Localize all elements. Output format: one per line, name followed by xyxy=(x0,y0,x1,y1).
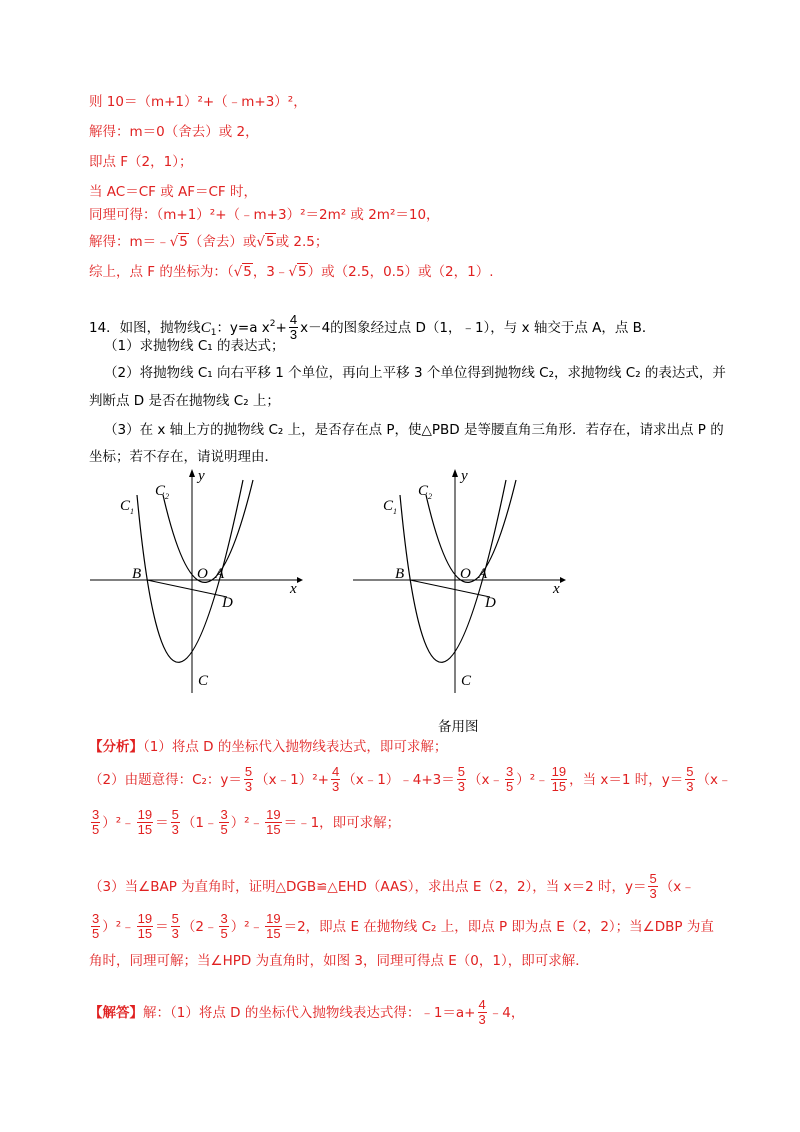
text: ，当 x＝1 时，y＝ xyxy=(569,771,684,788)
numerator: 3 xyxy=(220,911,228,926)
fraction xyxy=(648,872,657,902)
numerator: 3 xyxy=(506,764,514,779)
numerator: 19 xyxy=(551,764,567,779)
fraction xyxy=(219,808,228,838)
point-c-label: C xyxy=(198,673,209,689)
numerator: 4 xyxy=(331,764,340,779)
exponent: 2 xyxy=(269,318,276,329)
text: （x﹣1）﹣4+3＝ xyxy=(342,771,455,788)
point-a-label: A xyxy=(478,566,488,582)
question-14-part-2a: （2）将抛物线 C₁ 向右平移 1 个单位，再向上平移 3 个单位得到抛物线 C₂，求抛物线 C₂ 的表达式，并 xyxy=(104,365,726,381)
analysis-line-3 xyxy=(89,808,400,838)
denominator: 3 xyxy=(331,779,340,795)
numerator: 5 xyxy=(171,807,179,822)
parabola-graph-svg-backup xyxy=(348,465,573,695)
text: ﹣4， xyxy=(488,1004,525,1021)
text: ＝﹣1，即可求解； xyxy=(283,814,401,831)
fraction xyxy=(457,765,466,795)
text: （2﹣ xyxy=(181,918,218,935)
numerator: 5 xyxy=(686,764,694,779)
sqrt-expression: √5 xyxy=(169,234,188,250)
denominator: 3 xyxy=(686,779,694,795)
figure-caption: 备用图 xyxy=(438,719,479,735)
text: ）或（2.5，0.5）或（2，1）. xyxy=(307,264,494,280)
equation-part: ：y=a x xyxy=(216,319,270,336)
text: （x﹣ xyxy=(468,771,504,788)
numerator: 5 xyxy=(457,764,466,779)
sqrt-expression: √5 xyxy=(288,264,307,280)
question-14-part-2b: 判断点 D 是否在抛物线 C₂ 上； xyxy=(89,393,280,409)
sqrt-expression: √5 xyxy=(233,264,252,280)
radicand: 5 xyxy=(265,234,275,250)
x-axis-arrow xyxy=(560,577,566,583)
text: 解：（1）将点 D 的坐标代入抛物线表达式得：﹣1＝a+ xyxy=(143,1004,476,1021)
solution-line-2: 解得：m＝0（舍去）或 2， xyxy=(89,124,259,140)
radicand: 5 xyxy=(243,264,252,280)
denominator: 3 xyxy=(171,926,179,942)
parabola-figure-1 xyxy=(85,465,310,699)
c2-label: $C_2$ xyxy=(155,483,170,501)
y-axis-arrow xyxy=(452,469,458,477)
point-c-label: C xyxy=(461,673,472,689)
c1-label: $C_1$ xyxy=(120,498,135,516)
question-14-stem: 14．如图，抛物线$C_1$：y=a $x^2+$ $\frac{4}{3}$ x－4的图象经过点 D（1，﹣1），与 x 轴交于点 A，点 B． xyxy=(89,312,656,343)
text: （舍去）或 xyxy=(188,234,257,250)
point-o-label: O xyxy=(197,566,208,582)
fraction xyxy=(551,765,567,795)
text: 的图象经过点 D（1，﹣1），与 x 轴交于点 A，点 B． xyxy=(330,319,656,336)
equation-part: x－4 xyxy=(300,319,331,336)
denominator: 3 xyxy=(289,327,298,343)
analysis-line-6: 角时，同理可解；当∠HPD 为直角时，如图 3，同理可得点 E（0，1），即可求解． xyxy=(89,953,589,969)
numerator: 19 xyxy=(137,911,153,926)
text: ，3﹣ xyxy=(252,264,289,280)
numerator: 5 xyxy=(649,871,657,886)
analysis-line-2 xyxy=(89,765,732,795)
fraction xyxy=(171,912,180,942)
numerator: 19 xyxy=(266,911,281,926)
numerator: 19 xyxy=(266,807,281,822)
text: （x﹣ xyxy=(696,771,732,788)
fraction xyxy=(171,808,180,838)
solution-line-7 xyxy=(89,266,494,280)
denominator: 3 xyxy=(649,886,657,902)
y-axis-label: y xyxy=(198,468,205,484)
fraction xyxy=(91,808,100,838)
denominator: 15 xyxy=(551,779,567,795)
y-axis-label: y xyxy=(461,468,468,484)
solution-line-5: 同理可得：（m+1）²+（﹣m+3）²＝2m² 或 2m²＝10， xyxy=(89,207,440,223)
text: ＝ xyxy=(155,918,169,935)
numerator: 4 xyxy=(478,997,486,1012)
fraction xyxy=(137,808,153,838)
text: （1﹣ xyxy=(181,814,218,831)
fraction xyxy=(137,912,153,942)
question-14-part-3a: （3）在 x 轴上方的抛物线 C₂ 上，是否存在点 P，使△PBD 是等腰直角三角形．若存在，请求出点 P 的 xyxy=(104,422,724,438)
text: （x﹣ xyxy=(659,878,695,895)
text: ）²﹣ xyxy=(102,814,135,831)
denominator: 3 xyxy=(478,1012,486,1028)
x-axis-label: x xyxy=(553,581,560,597)
y-axis-arrow xyxy=(189,469,195,477)
denominator: 3 xyxy=(244,779,253,795)
fraction xyxy=(265,808,281,838)
denominator: 15 xyxy=(137,926,153,942)
denominator: 5 xyxy=(220,822,228,838)
fraction xyxy=(91,912,100,942)
numerator: 3 xyxy=(92,807,100,822)
text: 解得：m＝﹣ xyxy=(89,234,170,250)
text: ）²﹣ xyxy=(516,771,549,788)
solution-line-3: 即点 F（2，1）； xyxy=(89,154,193,170)
denominator: 5 xyxy=(220,926,228,942)
fraction xyxy=(244,765,253,795)
analysis-tag: 【分析】 xyxy=(89,739,143,755)
point-b-label: B xyxy=(395,566,405,582)
numerator: 3 xyxy=(220,807,228,822)
segment-bd xyxy=(410,580,490,597)
text: 综上，点 F 的坐标为：（ xyxy=(89,264,234,280)
c1-label: $C_1$ xyxy=(383,498,398,516)
fraction xyxy=(289,313,298,343)
segment-bd xyxy=(147,580,227,597)
analysis-line-4 xyxy=(89,872,695,902)
answer-line-1 xyxy=(89,998,524,1028)
numerator: 4 xyxy=(289,312,298,327)
radicand: 5 xyxy=(298,264,307,280)
numerator: 3 xyxy=(92,911,100,926)
curve-subscript: 1 xyxy=(210,327,217,338)
analysis-line-1 xyxy=(89,741,447,755)
parabola-figure-2 xyxy=(348,465,573,699)
text: （3）当∠BAP 为直角时，证明△DGB≌△EHD（AAS），求出点 E（2，2），当 x＝2 时，y＝ xyxy=(89,878,647,895)
point-d-label: D xyxy=(222,595,233,611)
solution-line-4: 当 AC＝CF 或 AF＝CF 时， xyxy=(89,184,257,200)
numerator: 5 xyxy=(244,764,253,779)
text: ）²﹣ xyxy=(230,918,264,935)
text: 或 2.5； xyxy=(275,234,329,250)
fraction xyxy=(478,998,487,1028)
fraction xyxy=(685,765,694,795)
question-14-part-1: （1）求抛物线 C₁ 的表达式； xyxy=(104,338,285,354)
text: （x﹣1）²+ xyxy=(255,771,329,788)
denominator: 3 xyxy=(457,779,466,795)
solution-line-1: 则 10＝（m+1）²+（﹣m+3）²， xyxy=(89,94,307,110)
text: ）²﹣ xyxy=(230,814,264,831)
radicand: 5 xyxy=(179,234,188,250)
point-o-label: O xyxy=(460,566,471,582)
fraction xyxy=(265,912,281,942)
numerator: 5 xyxy=(171,911,179,926)
text: ＝2，即点 E 在抛物线 C₂ 上，即点 P 即为点 E（2，2）；当∠DBP 为直 xyxy=(283,918,714,935)
point-a-label: A xyxy=(215,566,225,582)
denominator: 15 xyxy=(137,822,153,838)
text: （2）由题意得：C₂：y＝ xyxy=(89,771,242,788)
question-number: 14．如图，抛物线 xyxy=(89,319,201,336)
fraction xyxy=(219,912,228,942)
c2-label: $C_2$ xyxy=(418,483,433,501)
denominator: 15 xyxy=(266,926,281,942)
answer-tag: 【解答】 xyxy=(89,1004,143,1021)
question-14-part-3b: 坐标；若不存在，请说明理由． xyxy=(89,449,278,465)
numerator: 19 xyxy=(137,807,153,822)
point-d-label: D xyxy=(485,595,496,611)
text: ＝ xyxy=(155,814,169,831)
denominator: 15 xyxy=(266,822,281,838)
fraction xyxy=(505,765,514,795)
analysis-line-5 xyxy=(89,912,714,942)
x-axis-label: x xyxy=(290,581,297,597)
solution-line-6 xyxy=(89,236,328,250)
denominator: 5 xyxy=(506,779,514,795)
curve-name: C xyxy=(200,319,211,336)
fraction xyxy=(331,765,340,795)
parabola-graph-svg xyxy=(85,465,310,695)
text: ）²﹣ xyxy=(102,918,135,935)
denominator: 5 xyxy=(92,926,100,942)
sqrt-expression: √5 xyxy=(256,234,275,250)
text: （1）将点 D 的坐标代入抛物线表达式，即可求解； xyxy=(143,739,448,755)
x-axis-arrow xyxy=(297,577,303,583)
denominator: 3 xyxy=(171,822,179,838)
point-b-label: B xyxy=(132,566,142,582)
denominator: 5 xyxy=(92,822,100,838)
